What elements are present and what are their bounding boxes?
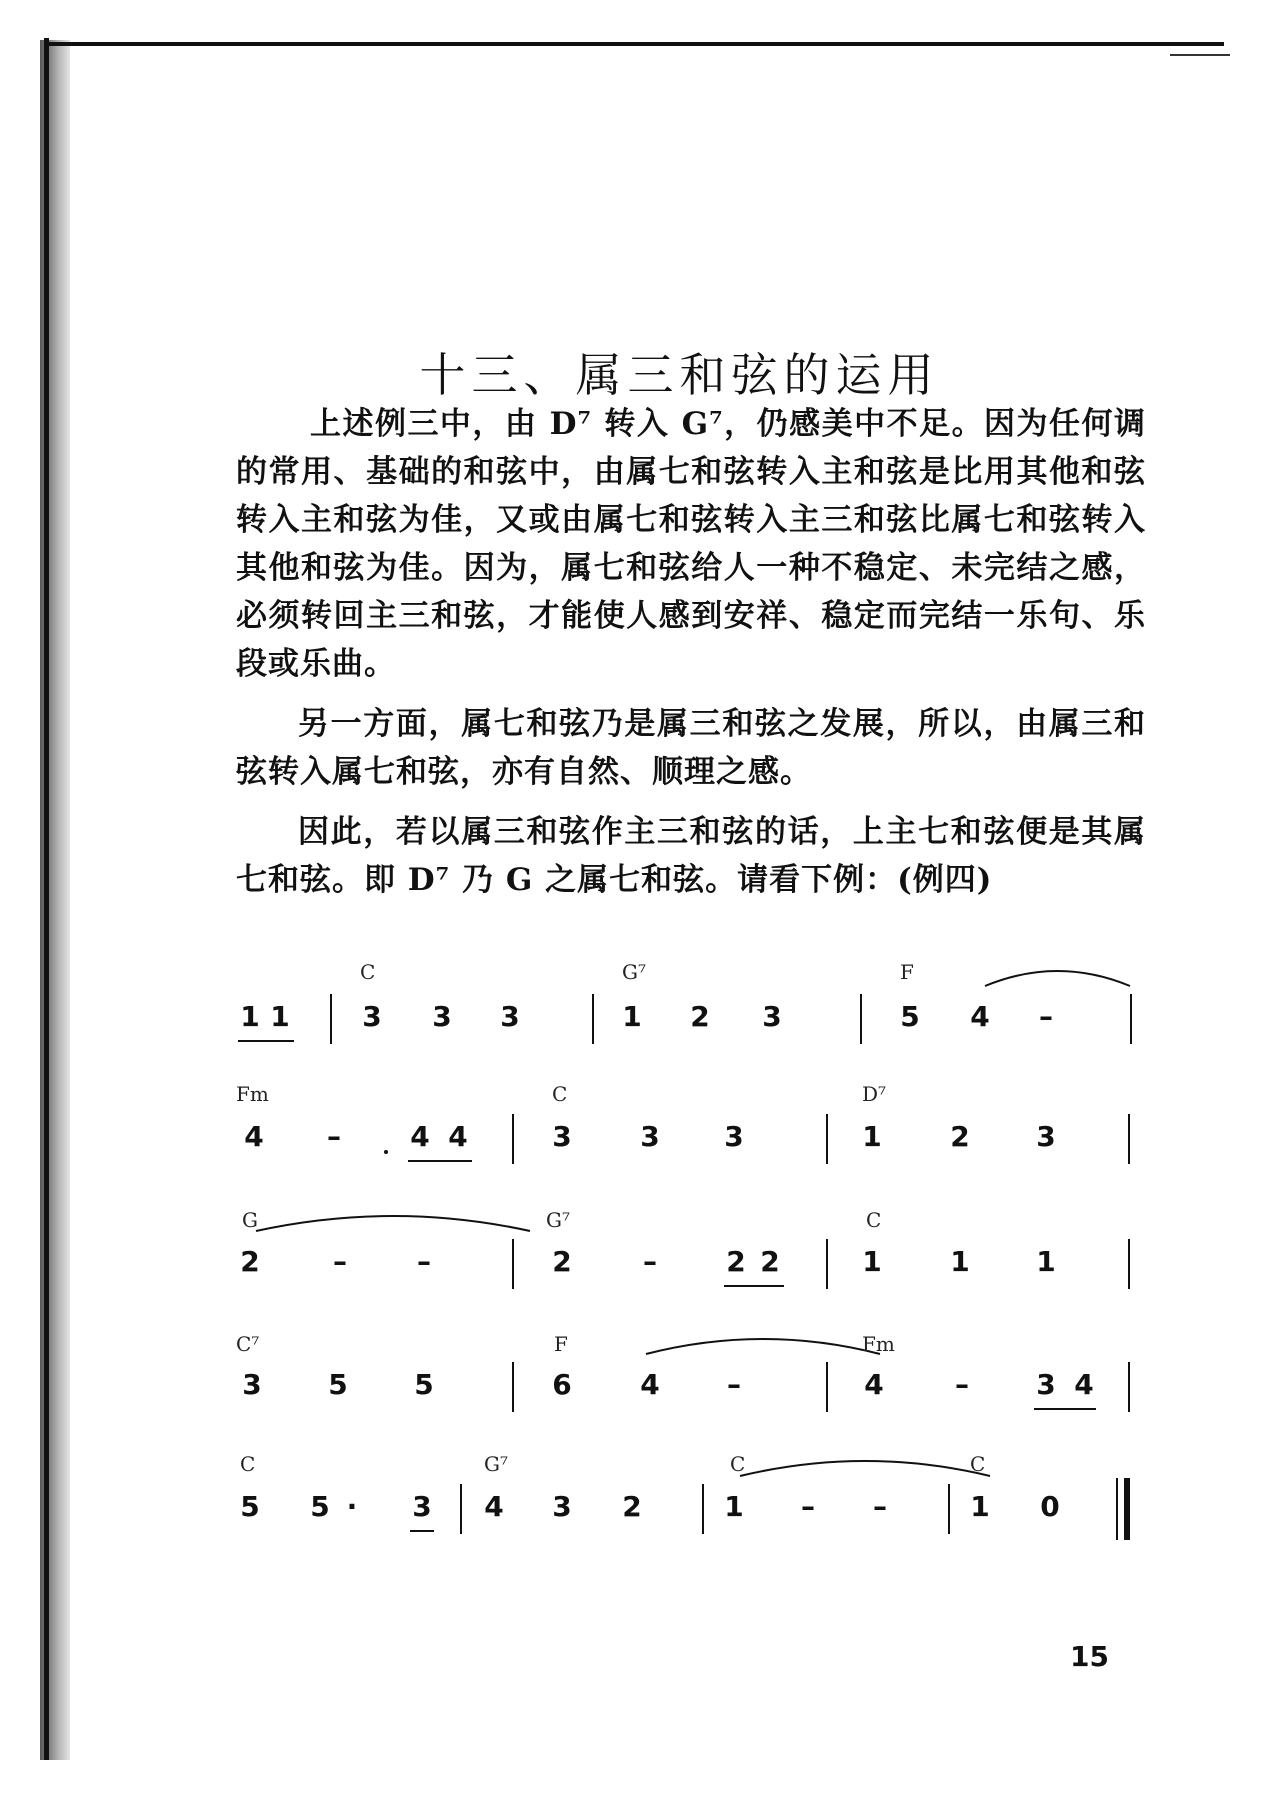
slur bbox=[740, 1461, 990, 1476]
note: 2 bbox=[690, 1000, 710, 1033]
chord-label: C bbox=[360, 960, 376, 984]
bar-line bbox=[330, 994, 332, 1044]
chord-label: F bbox=[900, 960, 914, 984]
note: 4 bbox=[1074, 1368, 1094, 1401]
note: – bbox=[333, 1245, 347, 1278]
bar-line bbox=[592, 994, 594, 1044]
note-underline bbox=[410, 1530, 434, 1532]
chord-label: G⁷ bbox=[484, 1452, 508, 1476]
bar-line bbox=[1128, 1114, 1130, 1164]
chord-label: C bbox=[970, 1452, 986, 1476]
slur bbox=[985, 971, 1130, 986]
chord-label: G bbox=[242, 1208, 258, 1232]
note: 3 bbox=[552, 1490, 572, 1523]
note: 3 bbox=[1036, 1120, 1056, 1153]
note: – bbox=[873, 1490, 887, 1523]
paragraph-3: 因此，若以属三和弦作主三和弦的话，上主七和弦便是其属七和弦。即 D⁷ 乃 G 之属七和弦。请看下例：(例四) bbox=[236, 814, 1146, 898]
note: 3 bbox=[242, 1368, 262, 1401]
bar-line bbox=[948, 1484, 950, 1534]
note: 3 bbox=[552, 1120, 572, 1153]
bar-line bbox=[826, 1114, 828, 1164]
slur bbox=[256, 1216, 530, 1231]
note: – bbox=[417, 1245, 431, 1278]
bar-line bbox=[512, 1362, 514, 1412]
note: 5 bbox=[328, 1368, 348, 1401]
chord-label: C⁷ bbox=[236, 1332, 260, 1356]
note: 1 bbox=[622, 1000, 642, 1033]
note: 0 bbox=[1040, 1490, 1060, 1523]
bar-line bbox=[512, 1114, 514, 1164]
page-number: 15 bbox=[1070, 1640, 1109, 1673]
note: 4 bbox=[970, 1000, 990, 1033]
note: 4 bbox=[864, 1368, 884, 1401]
note: 1 bbox=[240, 1000, 260, 1033]
note: 3 bbox=[724, 1120, 744, 1153]
note: 2 bbox=[950, 1120, 970, 1153]
note: 2 bbox=[760, 1245, 780, 1278]
note: – bbox=[327, 1120, 341, 1153]
chord-label: C bbox=[730, 1452, 746, 1476]
note-underline bbox=[238, 1040, 294, 1042]
paragraph-1: 上述例三中，由 D⁷ 转入 G⁷，仍感美中不足。因为任何调的常用、基础的和弦中，由属七和弦转入主和弦是比用其他和弦转入主和弦为佳，又或由属七和弦转入主三和弦比属七和弦转入其他和弦为佳。因为，属七和弦给人一种不稳定、未完结之感，必须转回主三和弦，才能使人感到安祥、稳定而完结一乐句、乐段或乐曲。 bbox=[236, 406, 1146, 682]
note: 3 bbox=[762, 1000, 782, 1033]
note: – bbox=[727, 1368, 741, 1401]
bar-line bbox=[512, 1239, 514, 1289]
note: · bbox=[346, 1490, 358, 1523]
bar-line bbox=[702, 1484, 704, 1534]
paragraph-2: 另一方面，属七和弦乃是属三和弦之发展，所以，由属三和弦转入属七和弦，亦有自然、顺理之感。 bbox=[236, 706, 1146, 790]
note: 1 bbox=[724, 1490, 744, 1523]
note: – bbox=[801, 1490, 815, 1523]
chord-label: C bbox=[240, 1452, 256, 1476]
chord-label: D⁷ bbox=[862, 1082, 887, 1106]
note: 5 bbox=[414, 1368, 434, 1401]
note: 1 bbox=[862, 1245, 882, 1278]
bar-line bbox=[1130, 994, 1132, 1044]
bar-line bbox=[460, 1484, 462, 1534]
note: 4 bbox=[640, 1368, 660, 1401]
bar-line bbox=[860, 994, 862, 1044]
stray-dot bbox=[384, 1150, 388, 1154]
note: 3 bbox=[432, 1000, 452, 1033]
chord-label: C bbox=[866, 1208, 882, 1232]
final-bar-thin bbox=[1116, 1478, 1118, 1540]
note: 3 bbox=[1036, 1368, 1056, 1401]
note: 3 bbox=[500, 1000, 520, 1033]
note: 2 bbox=[240, 1245, 260, 1278]
note: 1 bbox=[950, 1245, 970, 1278]
note: 1 bbox=[270, 1000, 290, 1033]
note: 6 bbox=[552, 1368, 572, 1401]
note: 2 bbox=[552, 1245, 572, 1278]
note: 2 bbox=[726, 1245, 746, 1278]
chord-label: Fm bbox=[236, 1082, 269, 1106]
note: – bbox=[955, 1368, 969, 1401]
note: 3 bbox=[362, 1000, 382, 1033]
note: 5 bbox=[900, 1000, 920, 1033]
final-bar-thick bbox=[1124, 1478, 1130, 1540]
note: 4 bbox=[410, 1120, 430, 1153]
note: 4 bbox=[484, 1490, 504, 1523]
bar-line bbox=[826, 1239, 828, 1289]
note: 4 bbox=[448, 1120, 468, 1153]
note: – bbox=[643, 1245, 657, 1278]
bar-line bbox=[1128, 1362, 1130, 1412]
slur bbox=[646, 1339, 880, 1354]
note-underline bbox=[1034, 1408, 1096, 1410]
note: 1 bbox=[862, 1120, 882, 1153]
note: 2 bbox=[622, 1490, 642, 1523]
note-underline bbox=[408, 1160, 472, 1162]
chord-label: Fm bbox=[862, 1332, 895, 1356]
section-title: 十三、属三和弦的运用 bbox=[419, 347, 940, 402]
note: 1 bbox=[970, 1490, 990, 1523]
note: 1 bbox=[1036, 1245, 1056, 1278]
note: 5 bbox=[240, 1490, 260, 1523]
chord-label: C bbox=[552, 1082, 568, 1106]
note-underline bbox=[724, 1285, 784, 1287]
bar-line bbox=[1128, 1239, 1130, 1289]
note: 3 bbox=[412, 1490, 432, 1523]
note: 3 bbox=[640, 1120, 660, 1153]
note: 4 bbox=[244, 1120, 264, 1153]
chord-label: G⁷ bbox=[546, 1208, 570, 1232]
bar-line bbox=[826, 1362, 828, 1412]
note: – bbox=[1039, 1000, 1053, 1033]
note: 5 bbox=[310, 1490, 330, 1523]
chord-label: F bbox=[554, 1332, 568, 1356]
chord-label: G⁷ bbox=[622, 960, 646, 984]
